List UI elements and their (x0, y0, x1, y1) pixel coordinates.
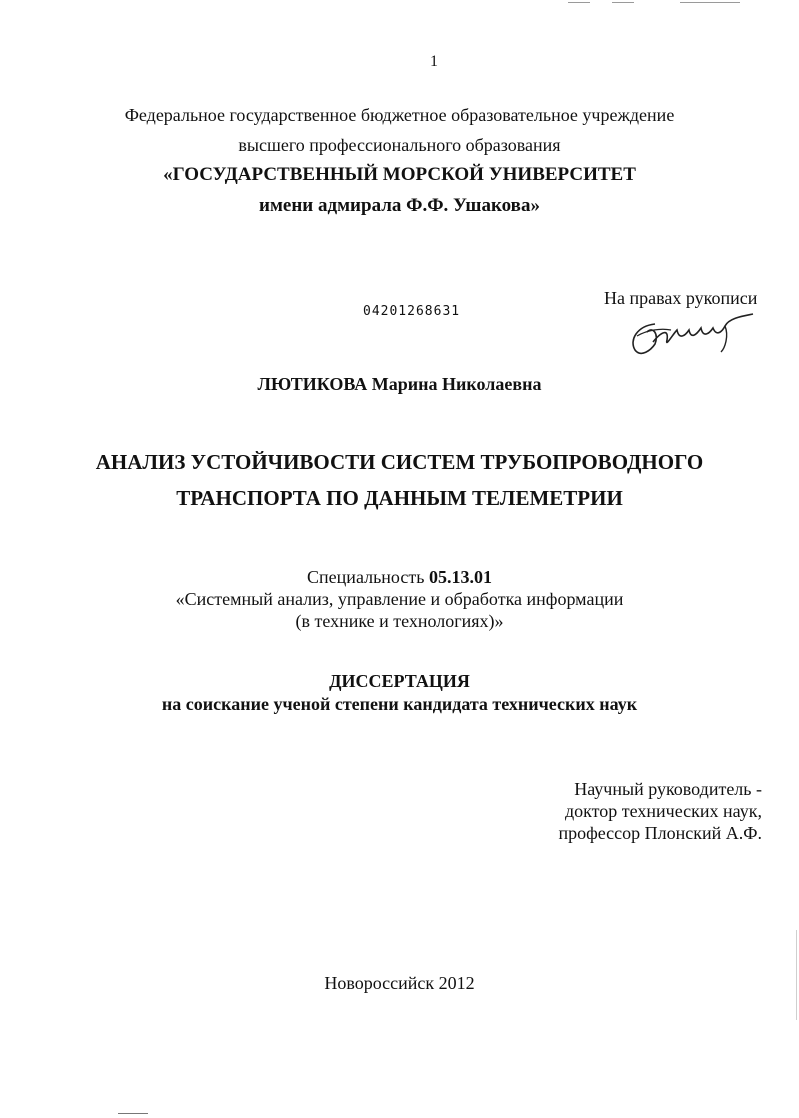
rights-note: На правах рукописи (604, 288, 758, 308)
supervisor-name: профессор Плонский А.Ф. (558, 823, 762, 843)
author-name: ЛЮТИКОВА Марина Николаевна (257, 374, 542, 394)
specialty-label: Специальность (307, 567, 425, 587)
specialty-code: 05.13.01 (428, 567, 492, 587)
specialty-name-line-1: «Системный анализ, управление и обработка информации (175, 589, 624, 609)
dissertation-subheading: на соискание ученой степени кандидата технических наук (161, 694, 638, 714)
supervisor-block (558, 778, 762, 844)
scan-mark-bottom (118, 1113, 148, 1114)
specialty-line (0, 566, 799, 588)
signature-image (625, 306, 765, 366)
specialty-name-line-2: (в технике и технологиях)» (295, 611, 504, 631)
institution-line-1: Федеральное государственное бюджетное образовательное учреждение (124, 105, 675, 125)
supervisor-degree: доктор технических наук, (565, 801, 762, 821)
archive-code: 04201268631 (363, 304, 461, 319)
supervisor-role: Научный руководитель - (574, 779, 762, 799)
scan-mark-top-right (680, 2, 740, 3)
dissertation-heading: ДИССЕРТАЦИЯ (329, 671, 470, 691)
dissertation-title-line-2: ТРАНСПОРТА ПО ДАННЫМ ТЕЛЕМЕТРИИ (176, 486, 623, 510)
page-number: 1 (430, 53, 438, 70)
scan-mark-top-left (568, 2, 590, 3)
dissertation-title-line-1: АНАЛИЗ УСТОЙЧИВОСТИ СИСТЕМ ТРУБОПРОВОДНОГО (95, 450, 704, 474)
city-year: Новороссийск 2012 (324, 973, 475, 993)
institution-line-2: высшего профессионального образования (238, 135, 561, 155)
university-name-suffix: имени адмирала Ф.Ф. Ушакова» (259, 195, 540, 216)
scan-mark-top-mid (612, 2, 634, 3)
university-name: «ГОСУДАРСТВЕННЫЙ МОРСКОЙ УНИВЕРСИТЕТ (163, 164, 636, 185)
